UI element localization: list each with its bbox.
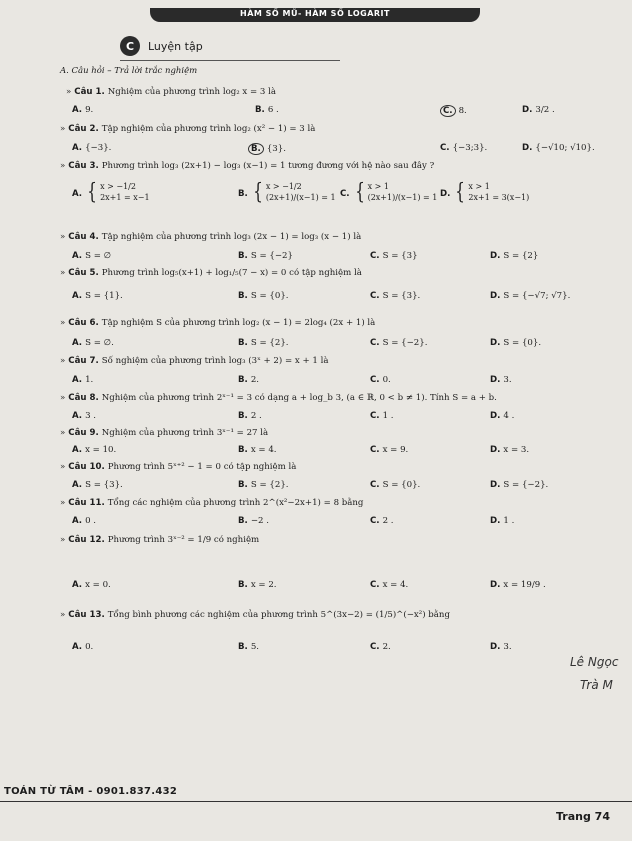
option-12-d xyxy=(490,580,546,590)
option-text: S = {3}. xyxy=(85,480,123,490)
option-letter: A. xyxy=(72,516,83,526)
system-line: 2x+1 = 3(x−1) xyxy=(468,193,530,202)
question-number: Câu 4. xyxy=(68,232,102,242)
option-text: S = {3} xyxy=(382,251,418,261)
equation-system xyxy=(251,182,336,204)
option-letter: D. xyxy=(490,480,501,490)
option-5-b xyxy=(238,291,289,301)
bullet-icon: » xyxy=(60,610,66,620)
bullet-icon: » xyxy=(60,393,66,403)
option-text: 1 . xyxy=(503,516,515,526)
option-text: 5. xyxy=(250,642,260,652)
question-number: Câu 10. xyxy=(68,462,108,472)
option-7-b xyxy=(238,375,259,385)
option-letter: D. xyxy=(490,291,501,301)
option-13-a xyxy=(72,642,93,652)
option-text: S = {1}. xyxy=(85,291,123,301)
option-10-b xyxy=(238,480,289,490)
bullet-icon: » xyxy=(60,498,66,508)
option-letter: A. xyxy=(72,375,83,385)
option-letter: C. xyxy=(370,411,380,421)
option-text: S = {0}. xyxy=(382,480,421,490)
option-letter: A. xyxy=(72,291,83,301)
option-text: 2 . xyxy=(250,411,262,421)
system-line: (2x+1)/(x−1) = 1 xyxy=(265,193,336,202)
bullet-icon: » xyxy=(60,161,66,171)
option-text: {−3;3}. xyxy=(452,143,488,153)
option-letter: B. xyxy=(238,642,248,652)
option-11-a xyxy=(72,516,96,526)
option-text: 4 . xyxy=(503,411,515,421)
option-letter: B. xyxy=(238,251,248,261)
option-7-a xyxy=(72,375,93,385)
option-letter: A. xyxy=(72,143,83,153)
question-number: Câu 11. xyxy=(68,498,108,508)
option-text: 2 . xyxy=(382,516,394,526)
option-letter: B. xyxy=(238,516,248,526)
option-text: 3/2 . xyxy=(535,105,555,115)
option-letter: B. xyxy=(248,143,264,155)
option-text: 0. xyxy=(85,642,94,652)
option-text: −2 . xyxy=(250,516,269,526)
option-4-c xyxy=(370,251,418,261)
question-8 xyxy=(60,393,497,403)
option-3-c xyxy=(340,182,437,204)
option-11-c xyxy=(370,516,394,526)
option-text: 3 . xyxy=(85,411,97,421)
option-text: S = {3}. xyxy=(382,291,421,301)
question-number: Câu 1. xyxy=(74,87,108,97)
option-8-b xyxy=(238,411,262,421)
option-4-a xyxy=(72,251,111,261)
option-letter: B. xyxy=(238,411,248,421)
question-number: Câu 12. xyxy=(68,535,108,545)
heading-divider xyxy=(120,60,340,61)
option-letter: B. xyxy=(238,338,248,348)
question-text: Tập nghiệm S của phương trình log₂ (x − 1) = 2log₄ (2x + 1) là xyxy=(101,318,376,328)
option-10-a xyxy=(72,480,123,490)
bullet-icon: » xyxy=(60,232,66,242)
option-10-d xyxy=(490,480,548,490)
option-11-d xyxy=(490,516,514,526)
question-13 xyxy=(60,610,450,620)
option-13-b xyxy=(238,642,259,652)
bullet-icon: » xyxy=(60,318,66,328)
bullet-icon: » xyxy=(60,428,66,438)
brace-icon: { xyxy=(87,180,97,205)
option-6-d xyxy=(490,338,541,348)
footer-divider xyxy=(0,801,632,802)
equation-system xyxy=(353,182,438,204)
option-text: S = {0}. xyxy=(250,291,289,301)
option-text: S = {−2}. xyxy=(382,338,428,348)
option-letter: C. xyxy=(340,188,350,199)
question-number: Câu 5. xyxy=(68,268,102,278)
option-letter: B. xyxy=(238,580,248,590)
practice-label: Luyện tập xyxy=(148,39,203,53)
page-number: Trang 74 xyxy=(556,810,610,823)
question-5 xyxy=(60,268,362,278)
bullet-icon: » xyxy=(60,356,66,366)
option-8-a xyxy=(72,411,96,421)
question-number: Câu 3. xyxy=(68,161,102,171)
footer-author: TOÁN TỪ TÂM - 0901.837.432 xyxy=(4,786,178,797)
question-number: Câu 9. xyxy=(68,428,102,438)
option-letter: C. xyxy=(370,516,380,526)
option-text: x = 4. xyxy=(382,580,409,590)
option-text: S = {2}. xyxy=(250,338,289,348)
option-13-c xyxy=(370,642,391,652)
question-text: Số nghiệm của phương trình log₃ (3ˣ + 2) = x + 1 là xyxy=(101,356,329,366)
option-letter: A. xyxy=(72,411,83,421)
option-letter: A. xyxy=(72,580,83,590)
option-6-c xyxy=(370,338,427,348)
option-letter: D. xyxy=(490,411,501,421)
option-5-a xyxy=(72,291,123,301)
option-text: 2. xyxy=(250,375,260,385)
option-9-c xyxy=(370,445,408,455)
option-letter: C. xyxy=(370,338,380,348)
option-text: 9. xyxy=(85,105,94,115)
system-line: x > 1 xyxy=(367,182,389,192)
question-text: Nghiệm của phương trình 3ˣ⁻¹ = 27 là xyxy=(101,428,269,438)
option-3-b xyxy=(238,182,336,204)
option-8-d xyxy=(490,411,514,421)
option-letter: C. xyxy=(370,480,380,490)
option-text: 1. xyxy=(85,375,94,385)
option-text: {3}. xyxy=(266,144,286,154)
option-letter: D. xyxy=(490,516,501,526)
option-9-d xyxy=(490,445,529,455)
option-text: x = 9. xyxy=(382,445,409,455)
option-11-b xyxy=(238,516,269,526)
option-1-c xyxy=(440,105,467,117)
option-4-d xyxy=(490,251,538,261)
option-text: x = 2. xyxy=(250,580,277,590)
option-4-b xyxy=(238,251,293,261)
option-letter: A. xyxy=(72,338,83,348)
option-1-b xyxy=(255,105,279,115)
option-2-c xyxy=(440,143,487,153)
question-text: Phương trình log₃ (2x+1) − log₃ (x−1) = 1 tương đương với hệ nào sau đây ? xyxy=(101,161,435,171)
option-text: 8. xyxy=(458,106,467,116)
question-9 xyxy=(60,428,268,438)
question-number: Câu 6. xyxy=(68,318,102,328)
section-title: A. Câu hỏi – Trả lời trắc nghiệm xyxy=(60,66,198,76)
option-5-c xyxy=(370,291,420,301)
option-5-d xyxy=(490,291,570,301)
option-letter: B. xyxy=(238,445,248,455)
option-12-c xyxy=(370,580,408,590)
option-8-c xyxy=(370,411,394,421)
option-2-d xyxy=(522,143,595,153)
question-text: Tổng bình phương các nghiệm của phương trình 5^(3x−2) = (1/5)^(−x²) bằng xyxy=(107,610,450,620)
option-letter: A. xyxy=(72,445,83,455)
option-text: 1 . xyxy=(382,411,394,421)
option-letter: D. xyxy=(490,375,501,385)
option-letter: D. xyxy=(490,580,501,590)
option-1-a xyxy=(72,105,93,115)
option-text: x = 4. xyxy=(250,445,277,455)
bullet-icon: » xyxy=(66,87,72,97)
option-letter: D. xyxy=(490,445,501,455)
question-number: Câu 7. xyxy=(68,356,102,366)
option-text: S = {2}. xyxy=(250,480,289,490)
option-text: 3. xyxy=(503,375,512,385)
option-letter: C. xyxy=(440,105,456,117)
option-6-b xyxy=(238,338,289,348)
bullet-icon: » xyxy=(60,462,66,472)
option-letter: A. xyxy=(72,188,83,199)
option-text: {−3}. xyxy=(85,143,112,153)
question-text: Phương trình log₅(x+1) + log₁/₅(7 − x) = 0 có tập nghiệm là xyxy=(101,268,362,278)
option-letter: D. xyxy=(522,143,533,153)
question-text: Phương trình 3ˣ⁻² = 1/9 có nghiệm xyxy=(107,535,260,545)
question-number: Câu 8. xyxy=(68,393,102,403)
system-line: x > 1 xyxy=(468,182,490,192)
handwritten-note-1: Lê Ngọc xyxy=(570,655,619,669)
bullet-icon: » xyxy=(60,268,66,278)
question-text: Tổng các nghiệm của phương trình 2^(x²−2x+1) = 8 bằng xyxy=(107,498,364,508)
option-letter: C. xyxy=(370,375,380,385)
option-letter: D. xyxy=(440,188,451,199)
option-text: {−√10; √10}. xyxy=(535,143,595,153)
system-line: (2x+1)/(x−1) = 1 xyxy=(367,193,438,202)
brace-icon: { xyxy=(354,180,365,205)
option-text: S = {−√7; √7}. xyxy=(503,291,571,301)
option-text: 0 . xyxy=(85,516,97,526)
option-letter: A. xyxy=(72,642,83,652)
option-letter: B. xyxy=(238,375,248,385)
question-number: Câu 13. xyxy=(68,610,108,620)
question-text: Nghiệm của phương trình 2ˣ⁻¹ = 3 có dạng a + log_b 3, (a ∈ ℝ, 0 < b ≠ 1). Tính S = a + b. xyxy=(101,393,497,403)
option-text: S = {−2}. xyxy=(503,480,549,490)
option-9-b xyxy=(238,445,277,455)
option-text: S = {2} xyxy=(503,251,539,261)
option-letter: A. xyxy=(72,480,83,490)
option-text: 2. xyxy=(382,642,391,652)
option-letter: C. xyxy=(370,580,380,590)
equation-system xyxy=(85,182,150,204)
option-12-b xyxy=(238,580,277,590)
option-letter: D. xyxy=(490,251,501,261)
question-1 xyxy=(66,87,276,97)
option-text: S = {0}. xyxy=(503,338,542,348)
brace-icon: { xyxy=(252,180,263,205)
option-13-d xyxy=(490,642,512,652)
bullet-icon: » xyxy=(60,124,66,134)
option-9-a xyxy=(72,445,116,455)
option-letter: C. xyxy=(440,143,450,153)
option-text: x = 10. xyxy=(85,445,117,455)
option-2-b xyxy=(248,143,286,155)
question-12 xyxy=(60,535,259,545)
option-letter: A. xyxy=(72,251,83,261)
question-number: Câu 2. xyxy=(68,124,102,134)
practice-heading xyxy=(120,36,203,56)
system-line: 2x+1 = x−1 xyxy=(100,193,150,202)
question-4 xyxy=(60,232,361,242)
option-text: 6 . xyxy=(267,105,279,115)
equation-system xyxy=(453,182,529,204)
option-text: 0. xyxy=(382,375,391,385)
system-line: x > −1/2 xyxy=(265,182,302,192)
question-text: Phương trình 5ˣ⁺² − 1 = 0 có tập nghiệm là xyxy=(107,462,297,472)
question-2 xyxy=(60,124,315,134)
question-text: Tập nghiệm của phương trình log₃ (2x − 1) = log₃ (x − 1) là xyxy=(101,232,362,242)
question-7 xyxy=(60,356,329,366)
option-letter: B. xyxy=(238,291,248,301)
header-title: HÀM SỐ MŨ- HÀM SỐ LOGARIT xyxy=(240,9,390,18)
question-6 xyxy=(60,318,375,328)
option-letter: C. xyxy=(370,251,380,261)
option-12-a xyxy=(72,580,111,590)
option-letter: C. xyxy=(370,445,380,455)
bullet-icon: » xyxy=(60,535,66,545)
brace-icon: { xyxy=(455,180,466,205)
option-letter: C. xyxy=(370,642,380,652)
question-text: Tập nghiệm của phương trình log₂ (x² − 1) = 3 là xyxy=(101,124,316,134)
option-7-c xyxy=(370,375,391,385)
option-letter: D. xyxy=(490,338,501,348)
section-letter-badge: C xyxy=(120,36,140,56)
question-text: Nghiệm của phương trình log₂ x = 3 là xyxy=(107,87,276,97)
question-11 xyxy=(60,498,363,508)
handwritten-note-2: Trà M xyxy=(580,678,613,692)
option-text: S = {−2} xyxy=(250,251,293,261)
header-band xyxy=(150,8,480,22)
option-text: x = 3. xyxy=(503,445,530,455)
option-letter: B. xyxy=(255,105,265,115)
option-7-d xyxy=(490,375,512,385)
option-text: x = 0. xyxy=(85,580,111,590)
option-6-a xyxy=(72,338,114,348)
option-3-a xyxy=(72,182,150,204)
option-text: x = 19/9 . xyxy=(503,580,546,590)
option-10-c xyxy=(370,480,420,490)
option-2-a xyxy=(72,143,111,153)
system-line: x > −1/2 xyxy=(100,182,136,192)
option-letter: B. xyxy=(238,188,248,199)
option-text: S = ∅. xyxy=(85,338,114,348)
option-letter: D. xyxy=(522,105,533,115)
option-letter: C. xyxy=(370,291,380,301)
question-3 xyxy=(60,161,434,171)
option-letter: D. xyxy=(490,642,501,652)
question-10 xyxy=(60,462,296,472)
option-letter: B. xyxy=(238,480,248,490)
option-1-d xyxy=(522,105,555,115)
option-3-d xyxy=(440,182,529,204)
option-text: S = ∅ xyxy=(85,251,112,261)
option-letter: A. xyxy=(72,105,83,115)
option-text: 3. xyxy=(503,642,512,652)
